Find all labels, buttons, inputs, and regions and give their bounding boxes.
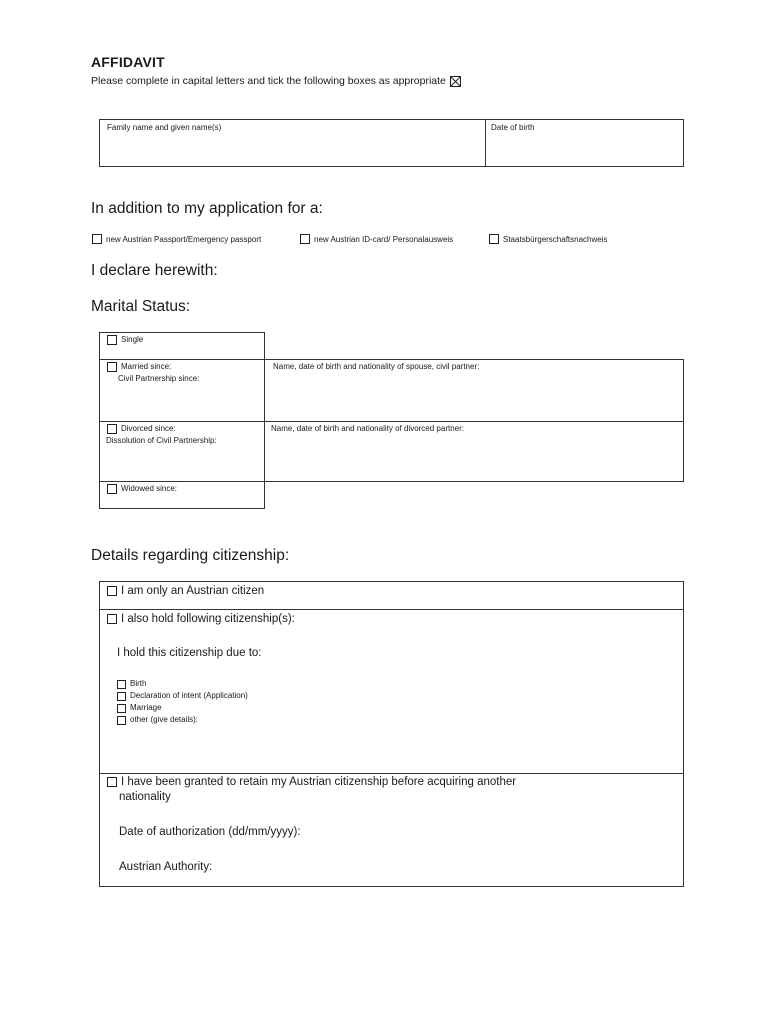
single-checkbox[interactable] [107, 335, 117, 345]
divorced-partner-label: Name, date of birth and nationality of divorced partner: [271, 424, 464, 433]
nachweis-checkbox[interactable] [489, 234, 499, 244]
widowed-checkbox[interactable] [107, 484, 117, 494]
other-checkbox[interactable] [117, 716, 126, 725]
also-hold-checkbox[interactable] [107, 614, 117, 624]
reason-list [117, 678, 248, 726]
also-hold-option[interactable] [107, 613, 295, 625]
only-austrian-checkbox[interactable] [107, 586, 117, 596]
retain-label: I have been granted to retain my Austrian citizenship before acquiring another [121, 776, 517, 788]
declare-heading: I declare herewith: [91, 262, 218, 279]
only-austrian-label: I am only an Austrian citizen [121, 585, 265, 597]
reason-declaration[interactable] [117, 690, 248, 702]
married-label: Married since: [121, 362, 172, 371]
example-checked-box [450, 76, 461, 87]
marital-border [99, 332, 265, 333]
due-to-heading: I hold this citizenship due to: [117, 647, 262, 659]
civil-partnership-label: Civil Partnership since: [118, 374, 200, 383]
married-option[interactable] [107, 361, 199, 385]
divorced-checkbox[interactable] [107, 424, 117, 434]
family-name-label: Family name and given name(s) [107, 123, 222, 132]
date-of-birth-label: Date of birth [491, 123, 535, 132]
single-option[interactable] [107, 334, 143, 346]
marital-border [99, 359, 684, 360]
application-option-id-card[interactable] [300, 234, 453, 244]
spouse-label: Name, date of birth and nationality of spouse, civil partner: [273, 362, 480, 371]
date-of-birth-field[interactable] [489, 134, 679, 164]
identity-divider [485, 120, 486, 166]
nachweis-label: Staatsbürgerschaftsnachweis [503, 234, 608, 244]
birth-label: Birth [130, 679, 147, 688]
marital-border [99, 481, 684, 482]
marriage-label: Marriage [130, 703, 162, 712]
application-option-nachweis[interactable] [489, 234, 608, 244]
application-option-passport[interactable] [92, 234, 261, 244]
passport-checkbox[interactable] [92, 234, 102, 244]
declaration-label: Declaration of intent (Application) [130, 691, 248, 700]
instruction-text [91, 75, 461, 87]
retain-label-continued: nationality [119, 791, 171, 803]
family-name-field[interactable] [104, 134, 480, 164]
marriage-checkbox[interactable] [117, 704, 126, 713]
reason-marriage[interactable] [117, 702, 248, 714]
only-austrian-option[interactable] [107, 585, 264, 597]
passport-label: new Austrian Passport/Emergency passport [106, 234, 262, 244]
declaration-checkbox[interactable] [117, 692, 126, 701]
citizenship-divider [100, 773, 683, 774]
cross-icon [451, 77, 460, 86]
citizenship-heading: Details regarding citizenship: [91, 547, 290, 564]
widowed-label: Widowed since: [121, 484, 178, 493]
document-title: AFFIDAVIT [91, 54, 165, 70]
citizenship-divider [100, 609, 683, 610]
marital-border [99, 421, 684, 422]
retain-option[interactable] [107, 776, 516, 803]
authority-label: Austrian Authority: [119, 861, 213, 873]
dissolution-label: Dissolution of Civil Partnership: [106, 436, 217, 445]
application-heading: In addition to my application for a: [91, 200, 323, 217]
widowed-option[interactable] [107, 483, 177, 495]
instruction-label: Please complete in capital letters and tick the following boxes as appropriate [91, 75, 446, 87]
divorced-option[interactable] [107, 423, 217, 447]
citizenship-box [99, 581, 684, 887]
other-label: other (give details): [130, 715, 199, 724]
married-checkbox[interactable] [107, 362, 117, 372]
single-label: Single [121, 335, 144, 344]
marital-border [683, 359, 684, 482]
id-card-label: new Austrian ID-card/ Personalausweis [314, 234, 454, 244]
marital-heading: Marital Status: [91, 298, 191, 315]
retain-checkbox[interactable] [107, 777, 117, 787]
reason-other[interactable] [117, 714, 248, 726]
divorced-label: Divorced since: [121, 424, 176, 433]
marital-border [99, 508, 265, 509]
birth-checkbox[interactable] [117, 680, 126, 689]
also-hold-label: I also hold following citizenship(s): [121, 613, 295, 625]
authorization-date-label: Date of authorization (dd/mm/yyyy): [119, 826, 301, 838]
id-card-checkbox[interactable] [300, 234, 310, 244]
identity-box [99, 119, 684, 167]
reason-birth[interactable] [117, 678, 248, 690]
